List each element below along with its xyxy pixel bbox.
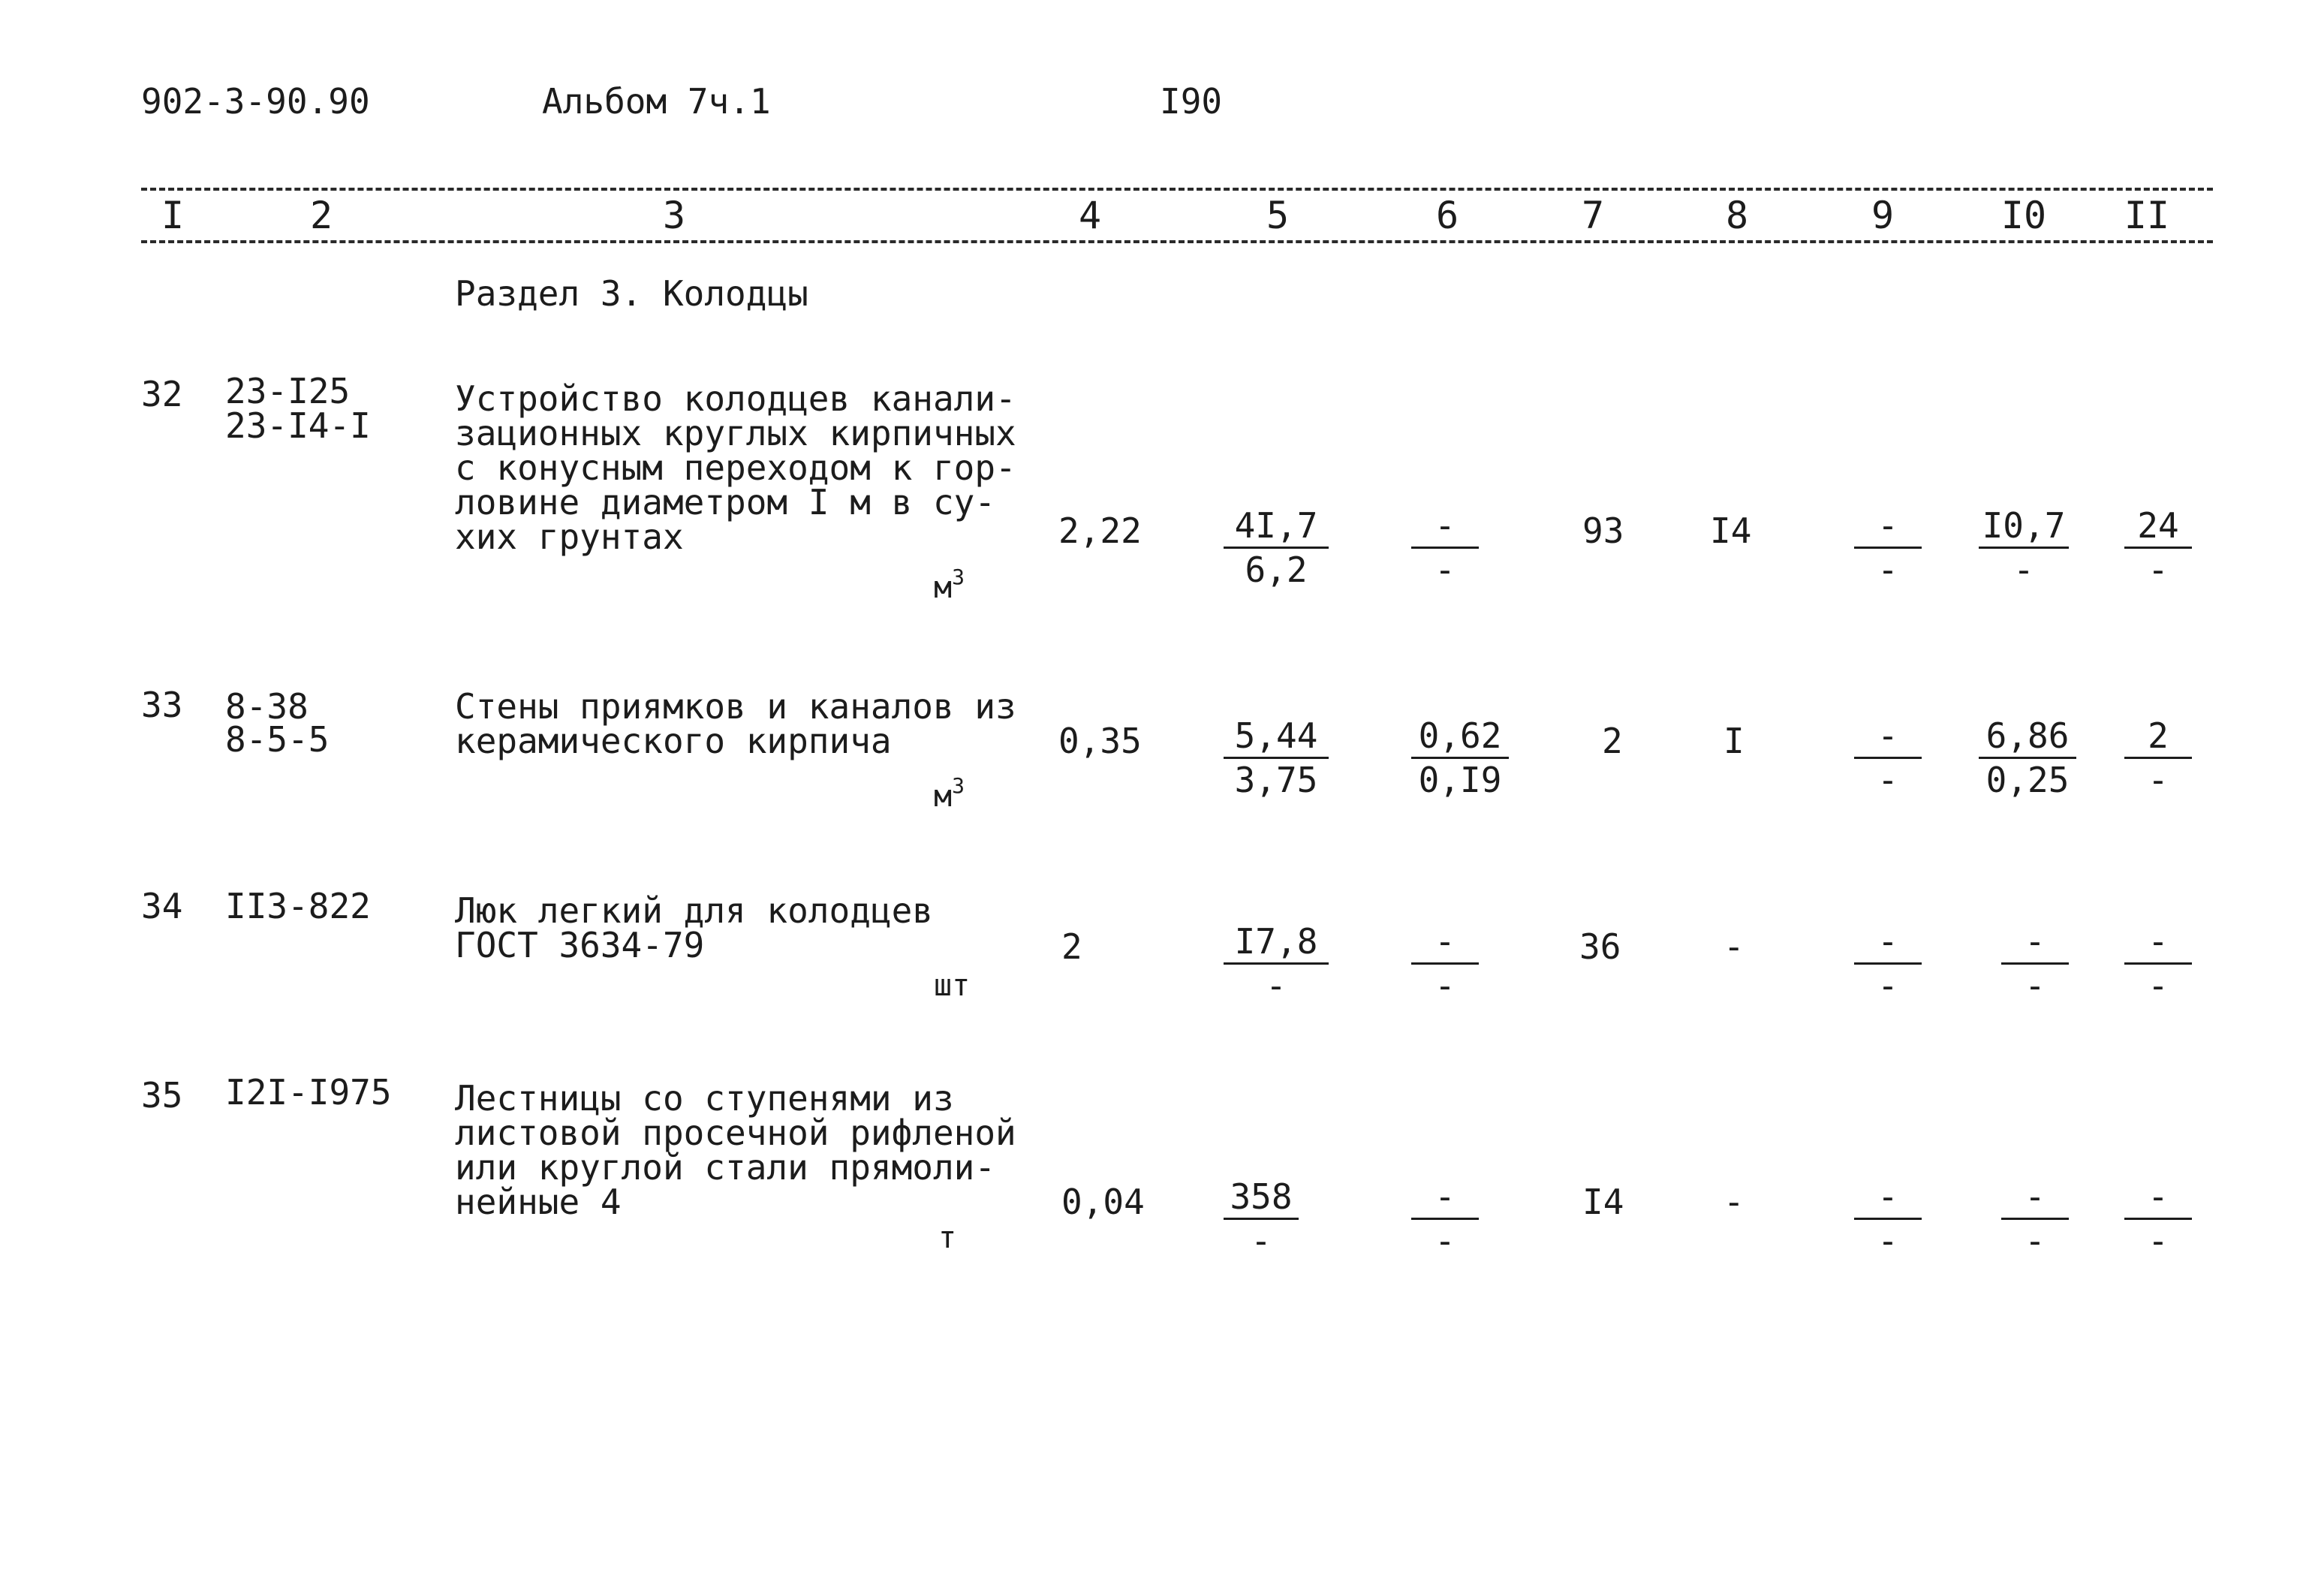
column-8-value: -	[1723, 1182, 1745, 1222]
column-7-value: 2	[1602, 721, 1623, 761]
quantity: 2	[1061, 926, 1082, 967]
column-7-value: 36	[1579, 926, 1621, 967]
quantity: 0,35	[1058, 721, 1142, 761]
quantity: 2,22	[1058, 510, 1142, 551]
work-description-line: ловине диаметром I м в су-	[455, 482, 996, 522]
column-number-10: I0	[2000, 194, 2047, 237]
price-code: 23-I4-I	[225, 405, 371, 446]
column-6-fraction: - -	[1411, 920, 1479, 1007]
column-10-fraction: - -	[2001, 920, 2069, 1007]
column-number-6: 6	[1435, 194, 1459, 237]
work-description-line: нейные 4	[455, 1182, 622, 1222]
work-description-line: листовой просечной рифленой	[455, 1113, 1016, 1153]
column-9-fraction: - -	[1854, 715, 1922, 801]
unit-of-measure: $м^3$	[934, 773, 965, 814]
column-10-fraction: I0,7 -	[1979, 504, 2069, 591]
column-number-3: 3	[662, 194, 686, 237]
work-description-line: Люк легкий для колодцев	[455, 890, 933, 931]
column-number-1: I	[161, 194, 185, 237]
column-number-2: 2	[309, 194, 333, 237]
column-7-value: I4	[1582, 1182, 1624, 1222]
price-code: I2I-I975	[225, 1072, 392, 1113]
column-9-fraction: - -	[1854, 920, 1922, 1007]
column-10-fraction: - -	[2001, 1176, 2069, 1262]
work-description-line: Лестницы со ступенями из	[455, 1078, 954, 1119]
column-5-fraction: $\frac{5,44}{3,75}$	[1224, 715, 1329, 801]
column-5-fraction: 358 -	[1224, 1176, 1299, 1262]
work-description-line: или круглой стали прямоли-	[455, 1147, 996, 1188]
work-description-line: керамического кирпича	[455, 721, 892, 761]
column-number-11: II	[2124, 194, 2170, 237]
header-top-rule	[141, 188, 2213, 191]
page-number: I90	[1160, 81, 1223, 122]
column-9-fraction: - -	[1854, 504, 1922, 591]
column-7-value: 93	[1582, 510, 1624, 551]
work-description-line: ГОСТ 3634-79	[455, 925, 705, 965]
work-description-line: Стены приямков и каналов из	[455, 686, 1016, 727]
column-number-4: 4	[1078, 194, 1102, 237]
document-code: 902-3-90.90	[141, 81, 370, 122]
column-9-fraction: - -	[1854, 1176, 1922, 1262]
work-description-line: с конусным переходом к гор-	[455, 447, 1016, 488]
column-6-fraction: - -	[1411, 504, 1479, 591]
price-code: 8-5-5	[225, 719, 330, 760]
row-number: 32	[141, 374, 183, 414]
column-6-fraction: $\frac{0,62}{0,I9}$	[1411, 715, 1509, 801]
row-number: 34	[141, 886, 183, 926]
column-8-value: I4	[1710, 510, 1752, 551]
price-code: 8-38	[225, 686, 309, 727]
column-11-fraction: - -	[2124, 1176, 2192, 1262]
column-5-fraction: $\frac{4I,7}{6,2}$	[1224, 504, 1329, 591]
column-10-fraction: $\frac{6,86}{0,25}$	[1979, 715, 2076, 801]
column-number-8: 8	[1725, 194, 1749, 237]
work-description-line: хих грунтах	[455, 516, 684, 557]
price-code: 23-I25	[225, 371, 351, 411]
header-bottom-rule	[141, 240, 2213, 243]
column-11-fraction: 2 -	[2124, 715, 2192, 801]
row-number: 35	[141, 1075, 183, 1116]
column-8-value: -	[1723, 926, 1745, 967]
album-label: Альбом 7ч.1	[542, 81, 771, 122]
row-number: 33	[141, 685, 183, 725]
work-description-line: Устройство колодцев канали-	[455, 378, 1016, 419]
section-title: Раздел 3. Колодцы	[455, 273, 808, 314]
work-description-line: зационных круглых кирпичных	[455, 413, 1016, 453]
column-5-fraction: I7,8 -	[1224, 920, 1329, 1007]
column-11-fraction: - -	[2124, 920, 2192, 1007]
column-8-value: I	[1723, 721, 1745, 761]
unit-of-measure: $м^3$	[934, 565, 965, 605]
column-6-fraction: - -	[1411, 1176, 1479, 1262]
column-number-5: 5	[1266, 194, 1290, 237]
column-number-7: 7	[1581, 194, 1605, 237]
column-number-9: 9	[1871, 194, 1895, 237]
unit-of-measure: шт	[934, 968, 971, 1003]
quantity: 0,04	[1061, 1182, 1145, 1222]
column-11-fraction: 24 -	[2124, 504, 2192, 591]
price-code: II3-822	[225, 886, 371, 926]
unit-of-measure: т	[938, 1221, 957, 1255]
